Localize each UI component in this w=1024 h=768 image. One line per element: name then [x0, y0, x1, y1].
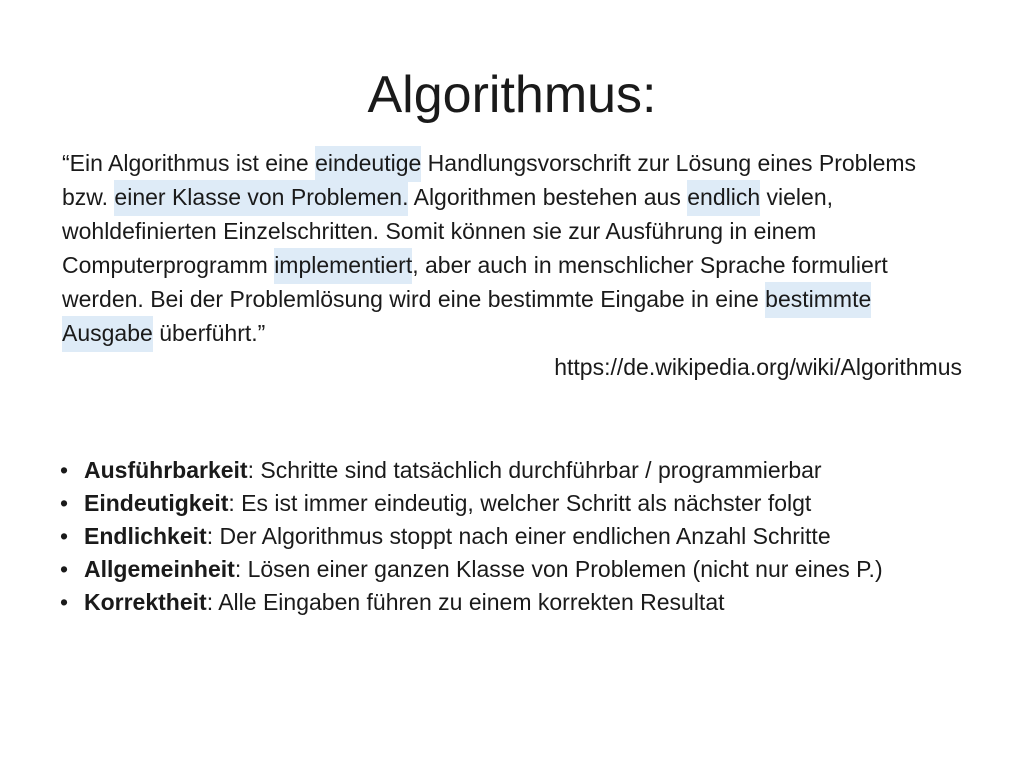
list-item — [58, 520, 978, 553]
quote-segment: “Ein Algorithmus ist eine — [62, 150, 316, 176]
property-description: : Alle Eingaben führen zu einem korrekten Resultat — [206, 589, 725, 615]
highlighted-term: endlich — [687, 180, 760, 216]
property-description: : Lösen einer ganzen Klasse von Problemen (nicht nur eines P.) — [234, 556, 883, 582]
property-term: Ausführbarkeit — [84, 457, 248, 483]
bullet-icon: • — [60, 589, 69, 615]
bullet-icon: • — [60, 457, 69, 483]
property-term: Endlichkeit — [84, 523, 207, 549]
quote-segment: vielen, wohldefinierten Einzelschritten. Somit können sie zur Ausführung in einem Computerprogramm — [62, 184, 833, 278]
source-url: https://de.wikipedia.org/wiki/Algorithmus — [554, 354, 962, 380]
list-item — [58, 553, 978, 586]
highlighted-term: einer Klasse von Problemen. — [114, 180, 408, 216]
highlighted-term: implementiert — [274, 248, 412, 284]
list-item — [58, 487, 978, 520]
quote-segment: Algorithmen bestehen aus — [408, 184, 688, 210]
list-item — [58, 454, 978, 487]
definition-quote — [62, 146, 962, 350]
bullet-icon: • — [60, 490, 69, 516]
bullet-icon: • — [60, 556, 69, 582]
quote-segment: Handlungsvorschrift zur Lösung eines Problems bzw. — [62, 150, 917, 210]
property-term: Korrektheit — [84, 589, 207, 615]
highlighted-term: eindeutige — [315, 146, 421, 182]
list-item — [58, 586, 978, 619]
slide-title: Algorithmus: — [367, 66, 657, 124]
property-description: : Es ist immer eindeutig, welcher Schritt als nächster folgt — [228, 490, 812, 516]
quote-segment: , aber auch in menschlicher Sprache formuliert werden. Bei der Problemlösung wird eine bestimmte Eingabe in eine — [62, 252, 888, 312]
properties-list — [58, 454, 978, 619]
bullet-icon: • — [60, 523, 69, 549]
property-term: Allgemeinheit — [84, 556, 235, 582]
property-description: : Der Algorithmus stoppt nach einer endlichen Anzahl Schritte — [206, 523, 831, 549]
highlighted-term: bestimmte Ausgabe — [62, 282, 871, 352]
property-term: Eindeutigkeit — [84, 490, 229, 516]
quote-segment: überführt.” — [152, 320, 266, 346]
property-description: : Schritte sind tatsächlich durchführbar / programmierbar — [247, 457, 822, 483]
